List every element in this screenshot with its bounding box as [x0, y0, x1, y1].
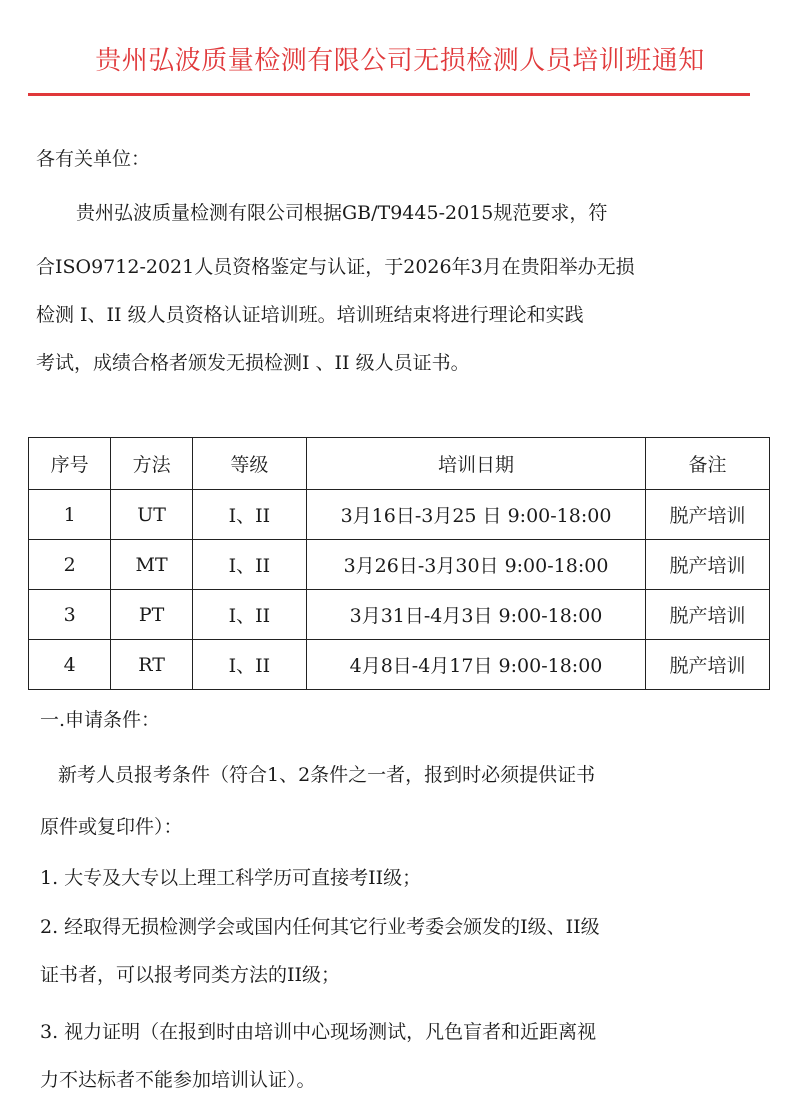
intro-line-1: 贵州弘波质量检测有限公司根据GB/T9445-2015规范要求，符 — [76, 202, 608, 224]
condition-1: 1. 大专及大专以上理工科学历可直接考II级； — [40, 867, 422, 889]
table-row — [29, 590, 770, 640]
cell-index: 4 — [29, 640, 111, 690]
cell-note: 脱产培训 — [646, 590, 770, 640]
cell-method: UT — [111, 490, 193, 540]
cell-level: I、II — [192, 540, 306, 590]
cell-method: PT — [111, 590, 193, 640]
cell-note: 脱产培训 — [646, 490, 770, 540]
condition-2-line-2: 证书者，可以报考同类方法的II级； — [40, 964, 341, 986]
table-header-row — [29, 438, 770, 490]
cell-index: 2 — [29, 540, 111, 590]
cell-date: 4月8日-4月17日 9:00-18:00 — [306, 640, 645, 690]
document-title: 贵州弘波质量检测有限公司无损检测人员培训班通知 — [95, 46, 705, 76]
header-note: 备注 — [646, 438, 770, 490]
cell-note: 脱产培训 — [646, 640, 770, 690]
header-level: 等级 — [192, 438, 306, 490]
intro-line-2: 合ISO9712-2021人员资格鉴定与认证，于2026年3月在贵阳举办无损 — [36, 256, 635, 278]
header-index: 序号 — [29, 438, 111, 490]
intro-line-3: 检测 I、II 级人员资格认证培训班。培训班结束将进行理论和实践 — [36, 304, 584, 326]
section-line-1: 新考人员报考条件（符合1、2条件之一者，报到时必须提供证书 — [58, 764, 596, 786]
cell-level: I、II — [192, 590, 306, 640]
section-line-2: 原件或复印件）： — [40, 816, 183, 838]
cell-date: 3月26日-3月30日 9:00-18:00 — [306, 540, 645, 590]
cell-index: 3 — [29, 590, 111, 640]
cell-level: I、II — [192, 490, 306, 540]
cell-index: 1 — [29, 490, 111, 540]
condition-3-line-1: 3. 视力证明（在报到时由培训中心现场测试，凡色盲者和近距离视 — [40, 1021, 597, 1043]
intro-line-4: 考试，成绩合格者颁发无损检测I 、II 级人员证书。 — [36, 352, 470, 374]
title-divider — [28, 93, 750, 96]
cell-method: MT — [111, 540, 193, 590]
salutation: 各有关单位： — [36, 148, 151, 170]
cell-method: RT — [111, 640, 193, 690]
table-row — [29, 640, 770, 690]
cell-date: 3月16日-3月25 日 9:00-18:00 — [306, 490, 645, 540]
header-method: 方法 — [111, 438, 193, 490]
header-date: 培训日期 — [306, 438, 645, 490]
condition-2-line-1: 2. 经取得无损检测学会或国内任何其它行业考委会颁发的I级、II级 — [40, 916, 600, 938]
cell-date: 3月31日-4月3日 9:00-18:00 — [306, 590, 645, 640]
table-row — [29, 540, 770, 590]
section-heading: 一.申请条件： — [40, 709, 161, 731]
cell-level: I、II — [192, 640, 306, 690]
table-row — [29, 490, 770, 540]
training-schedule-table — [28, 437, 770, 690]
condition-3-line-2: 力不达标者不能参加培训认证）。 — [40, 1069, 316, 1091]
cell-note: 脱产培训 — [646, 540, 770, 590]
